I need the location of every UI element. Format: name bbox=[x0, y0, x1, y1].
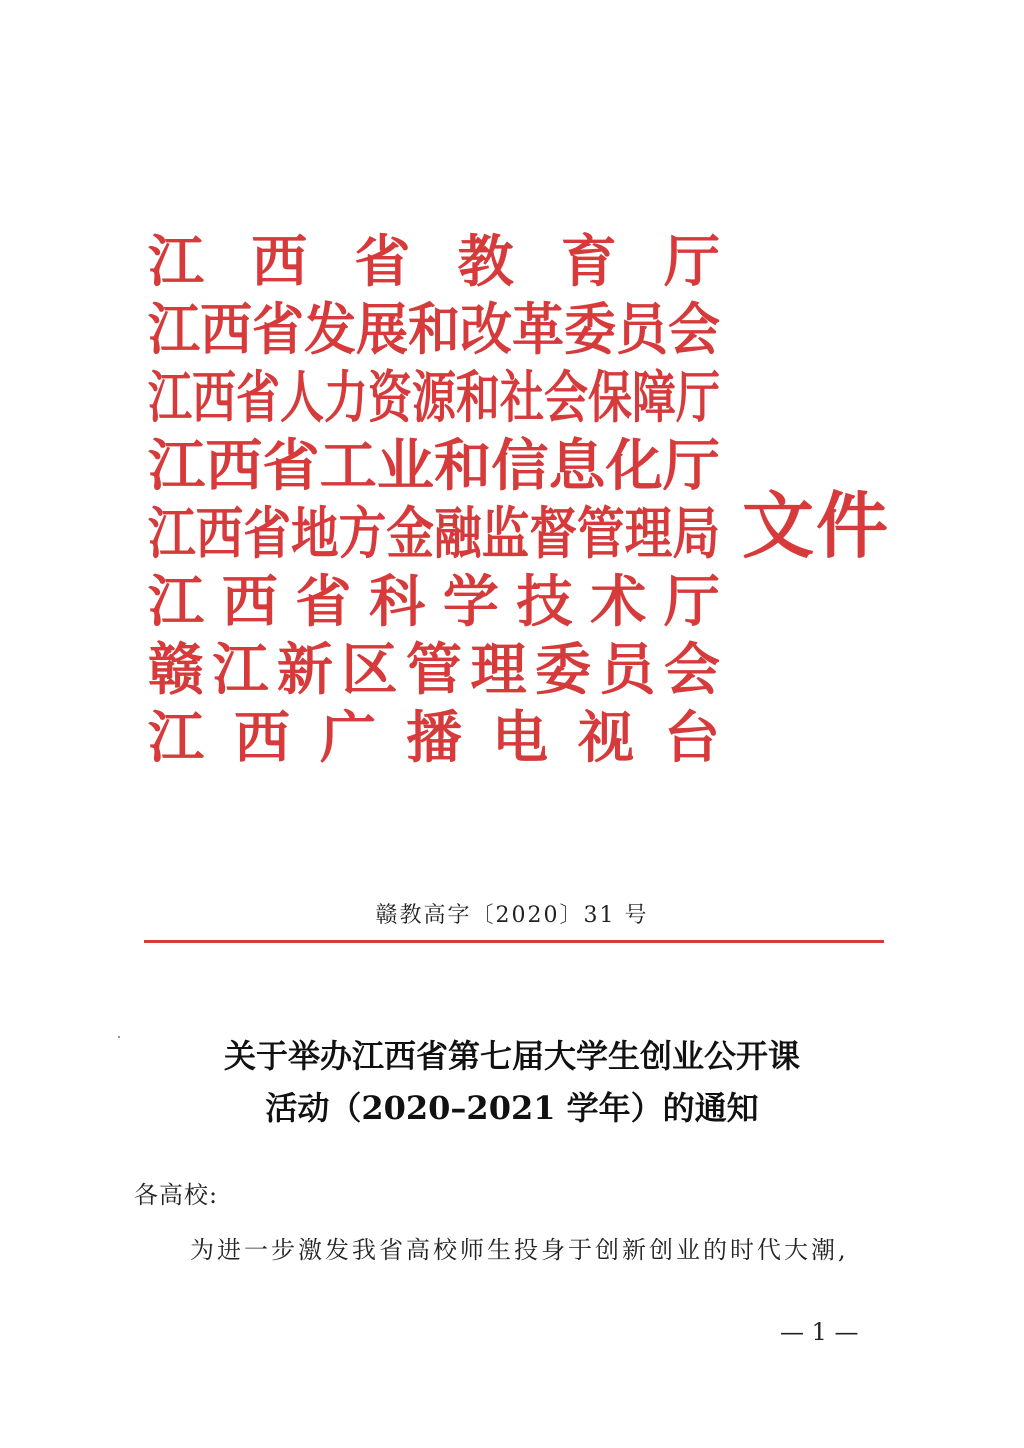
issuer-char: 视 bbox=[578, 705, 634, 771]
issuer-char: 育 bbox=[560, 229, 617, 295]
issuer-char: 省 bbox=[295, 569, 352, 635]
salutation: 各高校: bbox=[134, 1181, 219, 1209]
issuer-char: 技 bbox=[516, 569, 573, 635]
issuer-char: 赣 bbox=[148, 637, 204, 703]
issuer-char: 教 bbox=[457, 229, 514, 295]
notice-title-line-1: 关于举办江西省第七届大学生创业公开课 bbox=[223, 1037, 800, 1075]
issuer-text: 江西省人力资源和社会保障厅 bbox=[148, 365, 720, 431]
issuer-char: 江 bbox=[148, 705, 204, 771]
issuer-char: 厅 bbox=[663, 229, 720, 295]
issuer-text: 江西省地方金融监督管理局 bbox=[148, 501, 720, 567]
red-separator-line bbox=[144, 940, 884, 943]
issuer-char: 术 bbox=[590, 569, 647, 635]
issuer-text: 江西省发展和改革委员会 bbox=[148, 297, 720, 363]
issuer-char: 江 bbox=[148, 229, 204, 295]
issuer-line-4 bbox=[148, 432, 720, 500]
notice-title bbox=[0, 1030, 1024, 1134]
issuer-char: 员 bbox=[599, 637, 656, 703]
issuing-authorities bbox=[148, 228, 720, 772]
issuer-line-1 bbox=[148, 228, 720, 296]
document-type-label: 文件 bbox=[742, 483, 891, 568]
issuer-char: 区 bbox=[341, 637, 398, 703]
issuer-line-3 bbox=[148, 364, 720, 432]
issuer-line-6 bbox=[148, 568, 720, 636]
issuer-char: 西 bbox=[234, 705, 290, 771]
notice-title-line-2: 活动（2020–2021 学年）的通知 bbox=[265, 1089, 759, 1127]
issuer-char: 管 bbox=[406, 637, 462, 703]
issuer-line-8 bbox=[148, 704, 720, 772]
issuer-char: 理 bbox=[470, 637, 527, 703]
issuer-line-2 bbox=[148, 296, 720, 364]
issuer-char: 学 bbox=[442, 569, 499, 635]
issuer-char: 新 bbox=[277, 637, 333, 703]
issuer-char: 省 bbox=[354, 229, 411, 295]
issuer-char: 广 bbox=[320, 705, 376, 771]
issuer-char: 电 bbox=[492, 705, 548, 771]
issuer-char: 会 bbox=[664, 637, 720, 703]
issuer-char: 厅 bbox=[663, 569, 720, 635]
issuer-char: 科 bbox=[369, 569, 426, 635]
issuer-char: 西 bbox=[221, 569, 278, 635]
issuer-char: 江 bbox=[212, 637, 269, 703]
issuer-char: 委 bbox=[535, 637, 591, 703]
issuer-char: 西 bbox=[251, 229, 308, 295]
issuer-char: 江 bbox=[148, 569, 204, 635]
issuer-char: 台 bbox=[664, 705, 720, 771]
issuer-char: 播 bbox=[406, 705, 462, 771]
issuer-line-5 bbox=[148, 500, 720, 568]
body-paragraph: 为进一步激发我省高校师生投身于创新创业的时代大潮, bbox=[190, 1236, 849, 1264]
document-number: 赣教高字〔2020〕31 号 bbox=[375, 903, 649, 928]
issuer-text: 江西省工业和信息化厅 bbox=[148, 433, 720, 499]
issuer-line-7 bbox=[148, 636, 720, 704]
page-number: — 1 — bbox=[780, 1318, 859, 1346]
